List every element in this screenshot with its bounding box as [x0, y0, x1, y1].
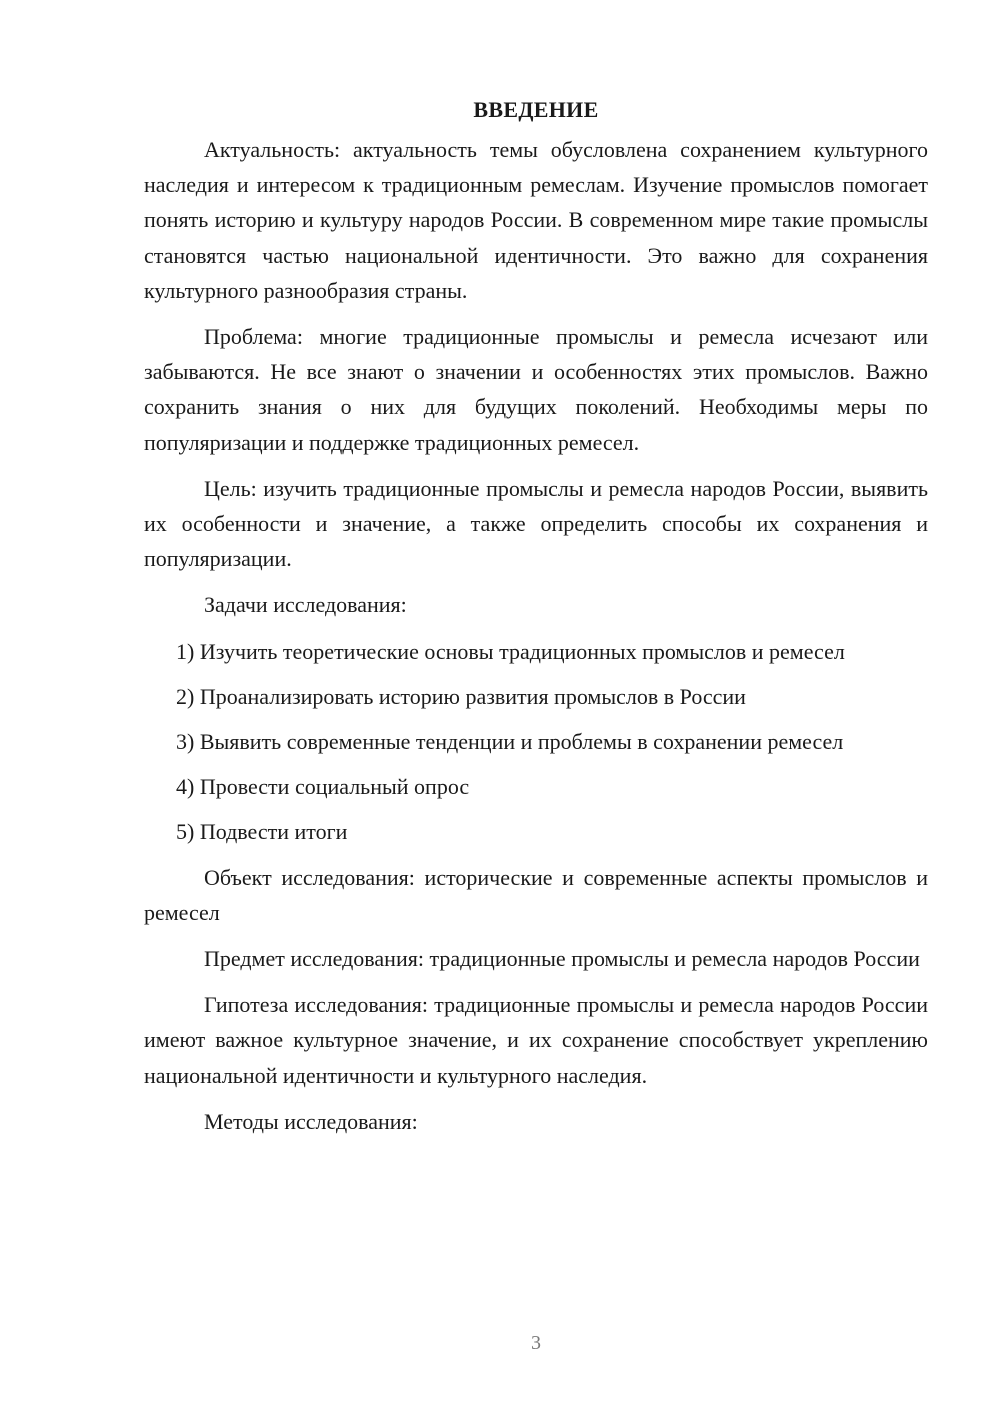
- tasks-list: [144, 634, 928, 850]
- task-item-2: 2) Проанализировать историю развития промыслов в России: [176, 683, 746, 709]
- task-item-1: 1) Изучить теоретические основы традиционных промыслов и ремесел: [176, 638, 845, 664]
- subject-paragraph: Предмет исследования: традиционные промыслы и ремесла народов России: [204, 946, 920, 972]
- section-title: ВВЕДЕНИЕ: [473, 97, 599, 122]
- task-item-5: 5) Подвести итоги: [176, 819, 348, 845]
- problem-paragraph: Проблема: многие традиционные промыслы и ремесла исчезают или забываются. Не все знают о значении и особенностях этих промыслов. Важно сохранить знания о них для будущих поколений. Необходимы меры по популяризации и поддержке традиционных ремесел.: [144, 324, 928, 455]
- task-item-3: 3) Выявить современные тенденции и проблемы в сохранении ремесел: [176, 729, 844, 755]
- relevance-paragraph: Актуальность: актуальность темы обусловлена сохранением культурного наследия и интересом к традиционным ремеслам. Изучение промыслов помогает понять историю и культуру народов России. В современном мире такие промыслы становятся частью национальной идентичности. Это важно для сохранения культурного разнообразия страны.: [144, 137, 928, 303]
- document-page: [144, 92, 928, 1150]
- goal-paragraph: Цель: изучить традиционные промыслы и ремесла народов России, выявить их особенности и значение, а также определить способы их сохранения и популяризации.: [144, 475, 928, 572]
- object-paragraph: Объект исследования: исторические и современные аспекты промыслов и ремесел: [144, 864, 928, 925]
- task-item-4: 4) Провести социальный опрос: [176, 774, 470, 800]
- hypothesis-paragraph: Гипотеза исследования: традиционные промыслы и ремесла народов России имеют важное культурное значение, и их сохранение способствует укреплению национальной идентичности и культурного наследия.: [144, 992, 928, 1088]
- methods-heading: Методы исследования:: [204, 1108, 418, 1134]
- page-number: 3: [531, 1332, 541, 1354]
- tasks-heading: Задачи исследования:: [204, 592, 407, 618]
